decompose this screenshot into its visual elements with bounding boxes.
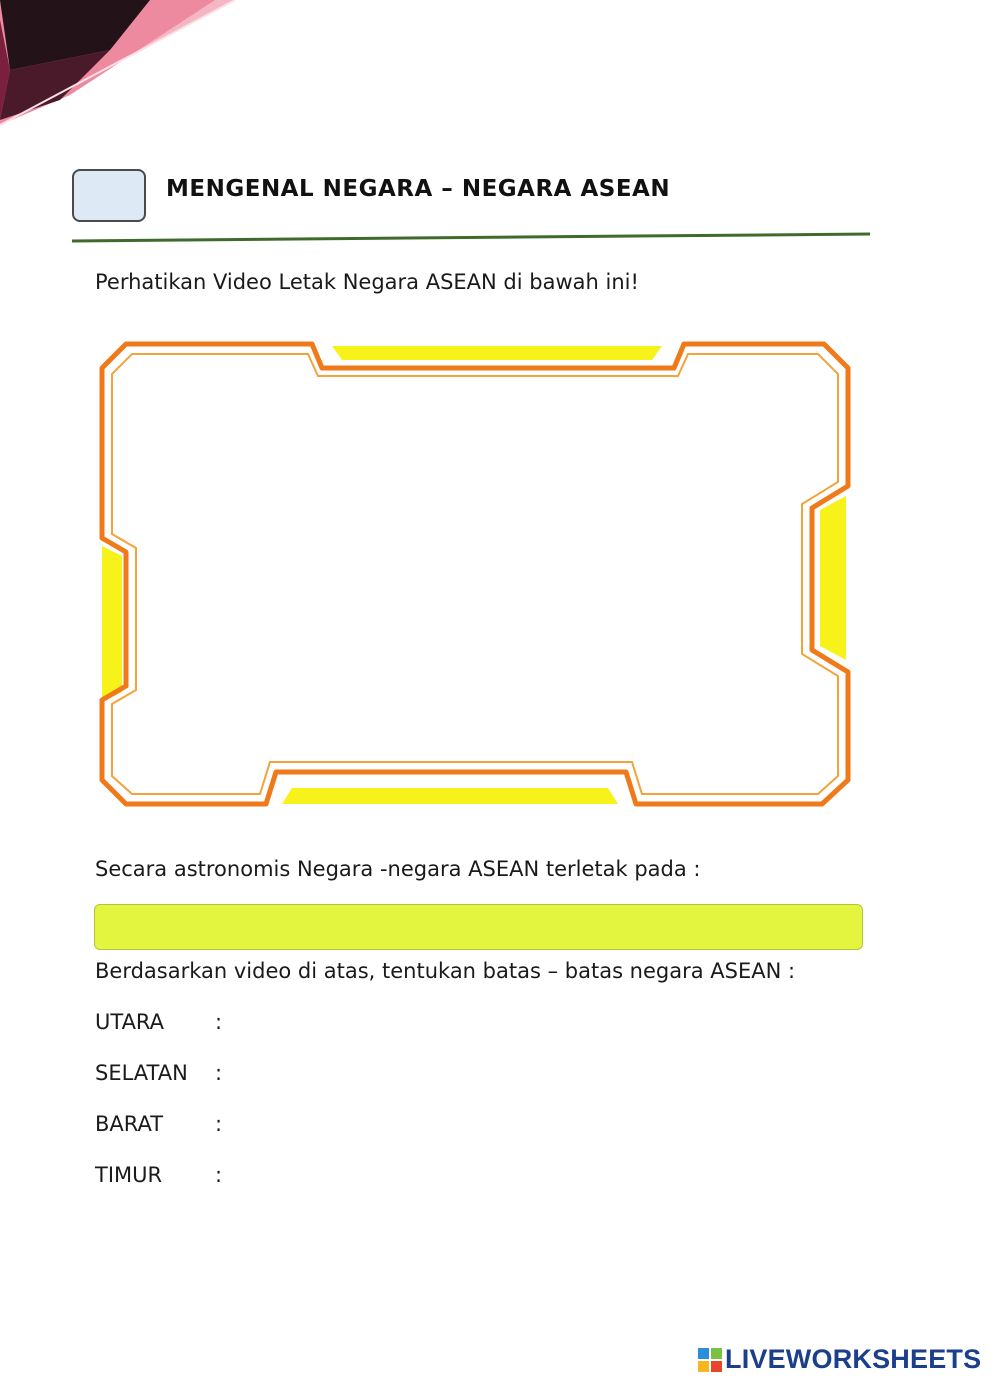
direction-row-utara [95,1010,222,1034]
direction-colon: : [215,1112,223,1136]
corner-decoration [0,0,260,140]
direction-colon: : [215,1163,223,1187]
brand-name: LIVEWORKSHEETS [725,1344,982,1374]
question-astronomis: Secara astronomis Negara -negara ASEAN terletak pada : [95,857,701,881]
direction-label: UTARA [95,1010,165,1034]
direction-colon: : [215,1061,223,1085]
liveworksheets-logo-icon [698,1348,722,1372]
question-batas: Berdasarkan video di atas, tentukan batas – batas negara ASEAN : [95,959,796,983]
direction-label: TIMUR [95,1163,163,1187]
video-frame[interactable] [96,340,852,810]
direction-colon: : [215,1010,223,1034]
direction-row-timur [95,1163,222,1187]
liveworksheets-brand[interactable] [698,1344,981,1375]
direction-label: SELATAN [95,1061,188,1085]
answer-input-astronomis[interactable] [94,904,863,950]
instruction-text: Perhatikan Video Letak Negara ASEAN di bawah ini! [95,270,639,294]
direction-row-barat [95,1112,222,1136]
worksheet-title: MENGENAL NEGARA – NEGARA ASEAN [166,176,671,202]
direction-label: BARAT [95,1112,164,1136]
direction-row-selatan [95,1061,222,1085]
question-number-box[interactable] [72,169,146,222]
title-underline [72,231,872,245]
